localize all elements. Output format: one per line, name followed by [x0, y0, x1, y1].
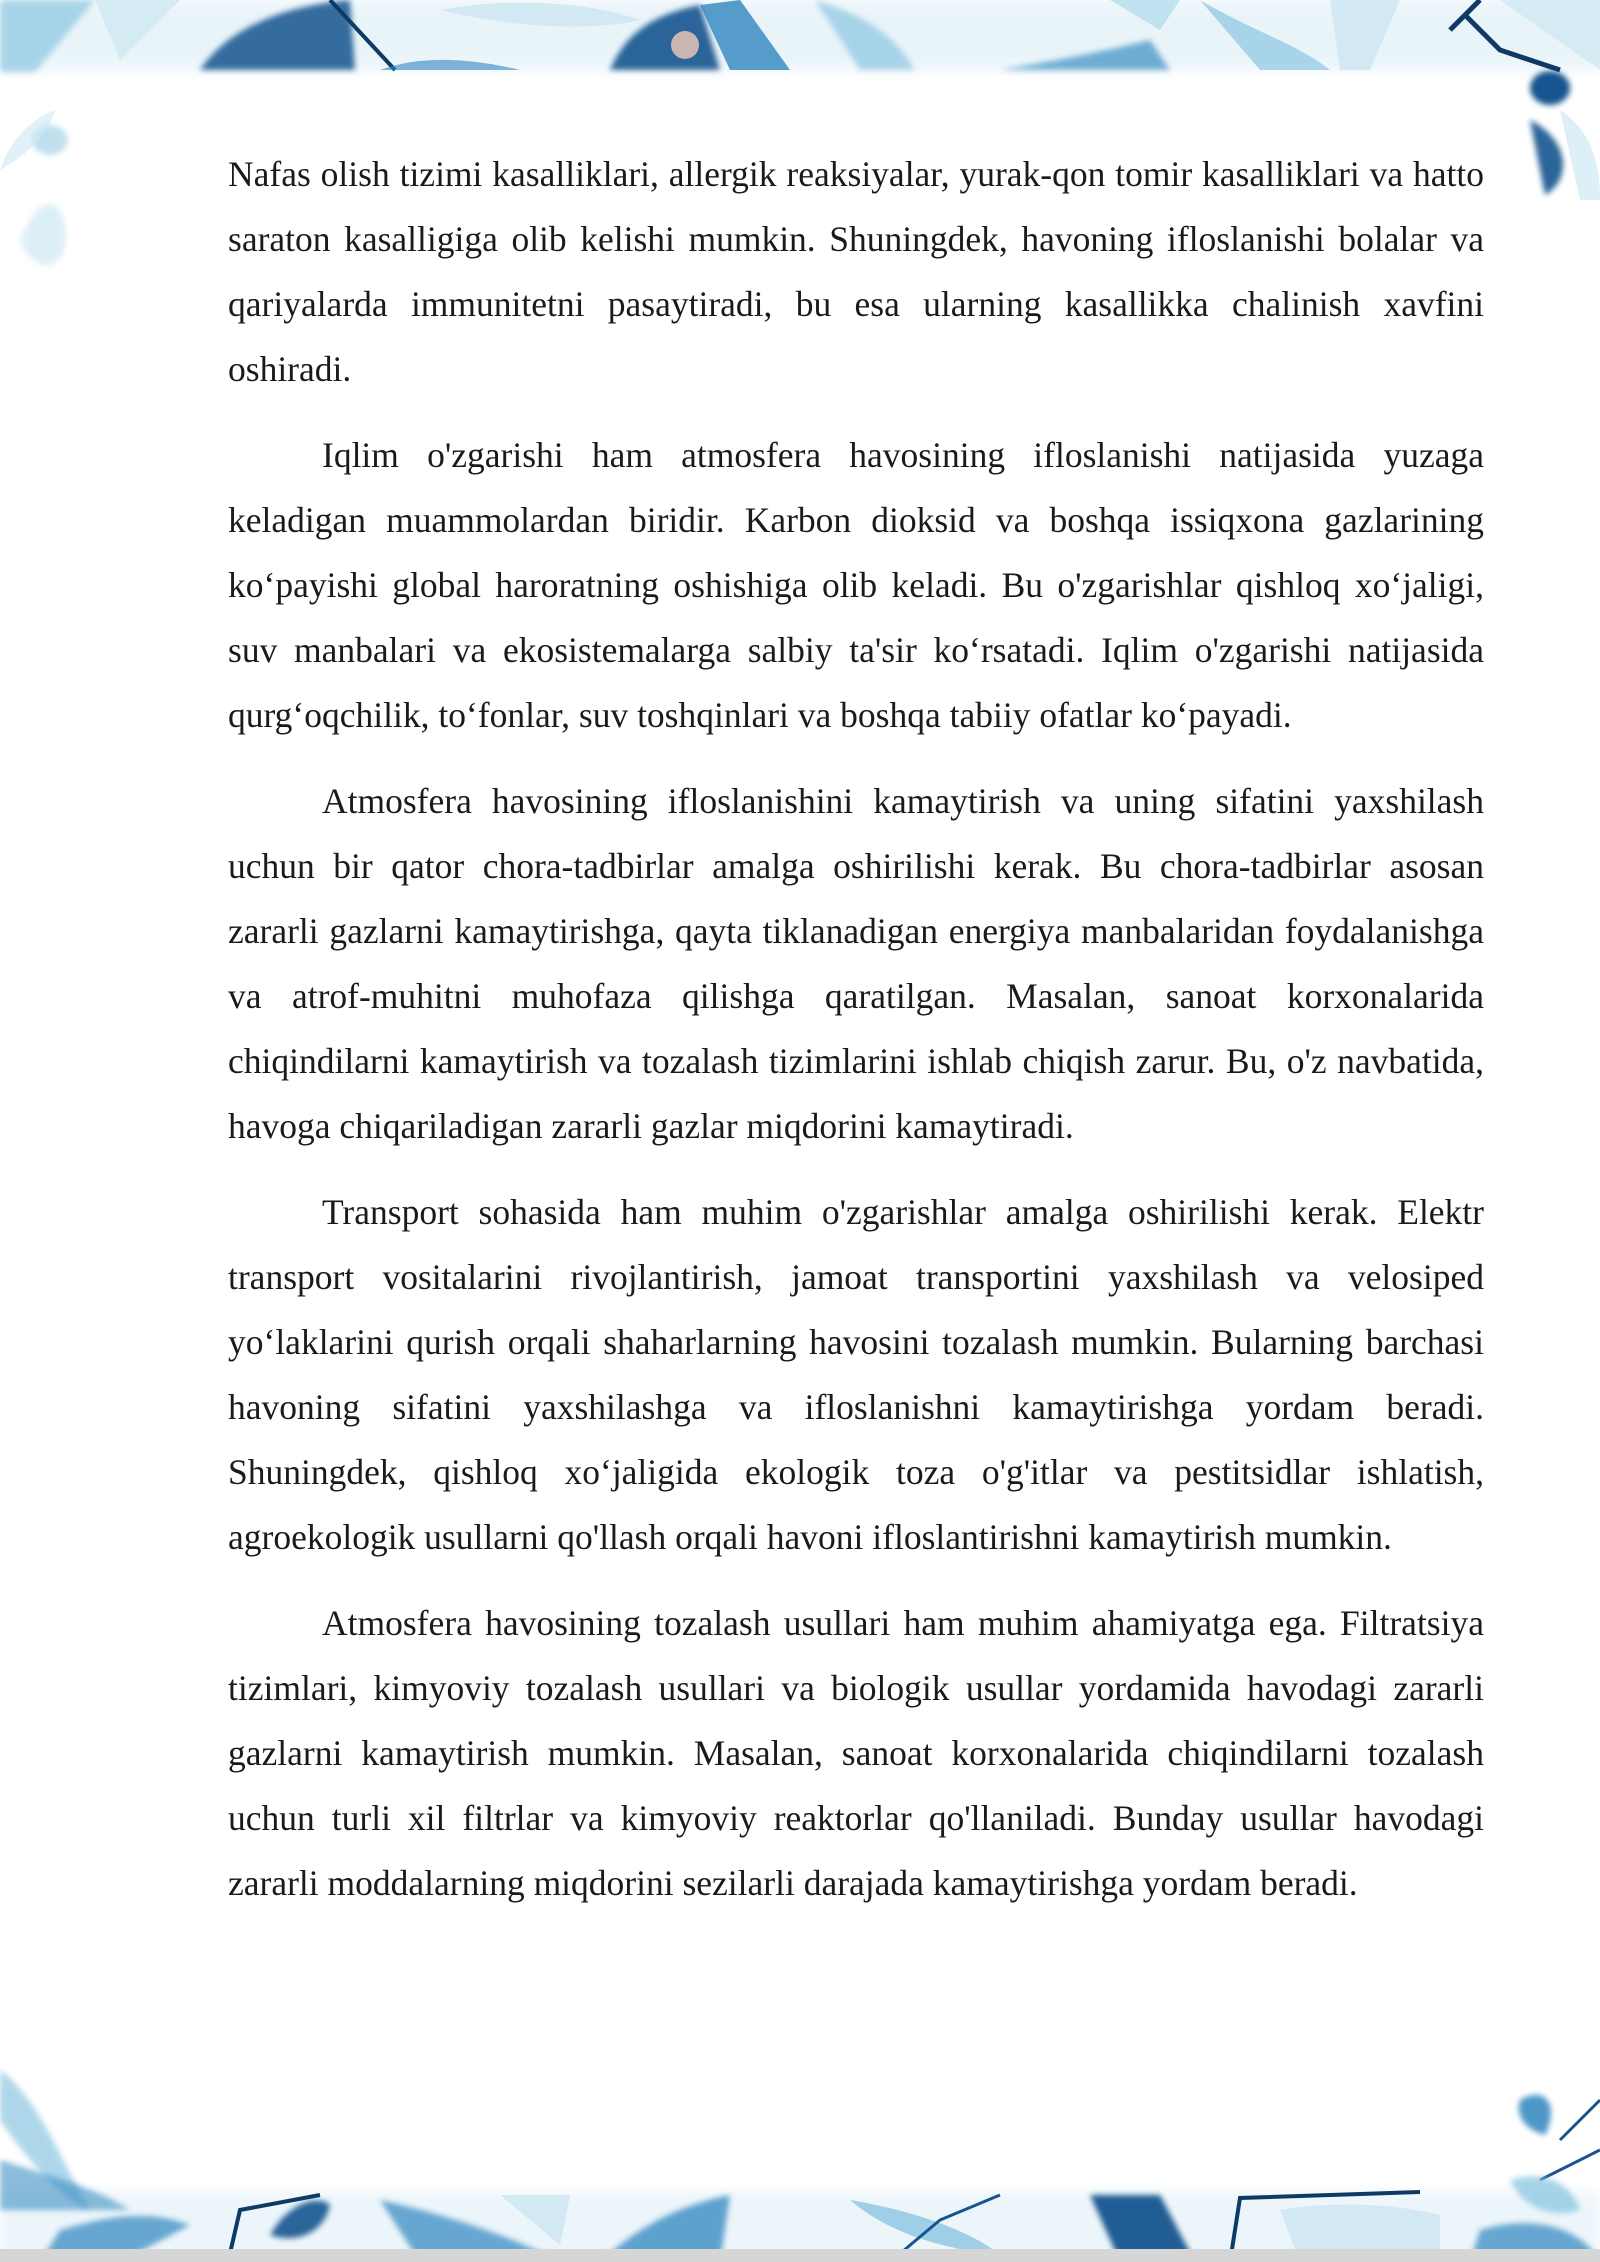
paragraph-1: Nafas olish tizimi kasalliklari, allergik reaksiyalar, yurak-qon tomir kasalliklari va hatto saraton kasalligiga olib kelishi mumkin. Shuningdek, havoning ifloslanishi bolalar va qariyalarda immunitetni pasaytiradi, bu esa ularning kasallikka chalinish xavfini oshiradi. — [228, 154, 1484, 389]
paragraph-3: Atmosfera havosining ifloslanishini kamaytirish va uning sifatini yaxshilash uchun bir qator chora-tadbirlar amalga oshirilishi kerak. Bu chora-tadbirlar asosan zararli gazlarni kamaytirishga, qayta tiklanadigan energiya manbalaridan foydalanishga va atrof-muhitni muhofaza qilishga qaratilgan. Masalan, sanoat korxonalarida chiqindilarni kamaytirish va tozalash tizimlarini ishlab chiqish zarur. Bu, o'z navbatida, havoga chiqariladigan zararli gazlar miqdorini kamaytiradi. — [228, 781, 1484, 1146]
left-leaf-accents — [0, 110, 68, 265]
paragraph-4: Transport sohasida ham muhim o'zgarishlar amalga oshirilishi kerak. Elektr transport vositalarini rivojlantirish, jamoat transportini yaxshilash va velosiped yo‘laklarini qurish orqali shaharlarning havosini tozalash mumkin. Bularning barchasi havoning sifatini yaxshilashga va ifloslanishni kamaytirishga yordam beradi. Shuningdek, qishloq xo‘jaligida ekologik toza o'g'itlar va pestitsidlar ishlatish, agroekologik usullarni qo'llash orqali havoni ifloslantirishni kamaytirish mumkin. — [228, 1192, 1484, 1557]
paragraph-2: Iqlim o'zgarishi ham atmosfera havosining ifloslanishi natijasida yuzaga keladigan muammolardan biridir. Karbon dioksid va boshqa issiqxona gazlarining ko‘payishi global haroratning oshishiga olib keladi. Bu o'zgarishlar qishloq xo‘jaligi, suv manbalari va ekosistemalarga salbiy ta'sir ko‘rsatadi. Iqlim o'zgarishi natijasida qurg‘oqchilik, to‘fonlar, suv toshqinlari va boshqa tabiiy ofatlar ko‘payadi. — [228, 435, 1484, 735]
bottom-leaf-border — [0, 2070, 1600, 2262]
paragraph-5: Atmosfera havosining tozalash usullari ham muhim ahamiyatga ega. Filtratsiya tizimlari, kimyoviy tozalash usullari va biologik usullar yordamida havodagi zararli gazlarni kamaytirish mumkin. Masalan, sanoat korxonalarida chiqindilarni tozalash uchun turli xil filtrlar va kimyoviy reaktorlar qo'llaniladi. Bunday usullar havodagi zararli moddalarning miqdorini sezilarli darajada kamaytirishga yordam beradi. — [228, 1603, 1484, 1903]
right-leaf-accents — [1530, 110, 1600, 200]
document-body — [228, 142, 1484, 1937]
top-leaf-border — [0, 0, 1600, 105]
